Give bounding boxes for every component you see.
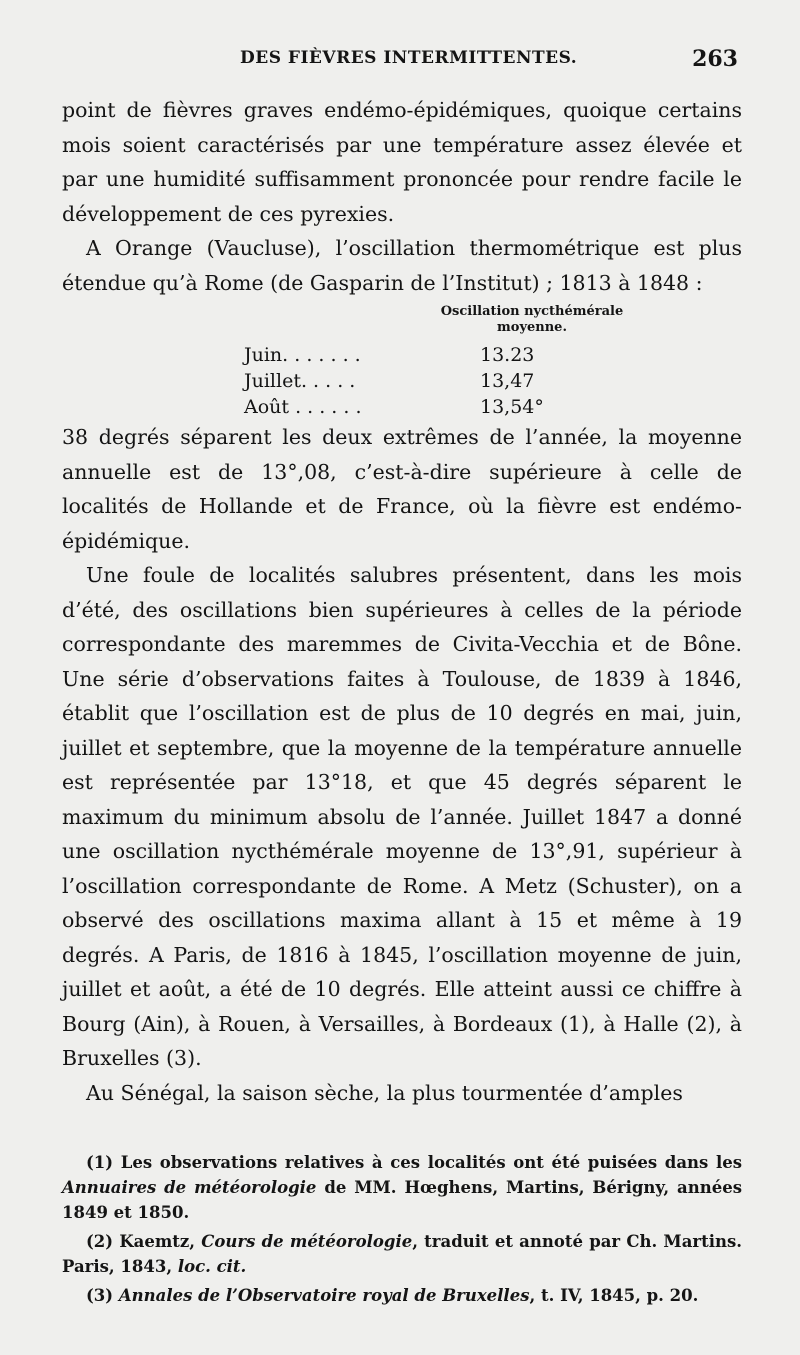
oscillation-table (62, 306, 742, 416)
running-title: DES FIÈVRES INTERMITTENTES. (240, 48, 578, 68)
footnote-1-title: Annuaires de météorologie (62, 1178, 317, 1197)
row-value: 13,47 (480, 370, 535, 392)
footnote-1 (62, 1150, 742, 1225)
page-number: 263 (692, 46, 738, 72)
row-value: 13.23 (480, 344, 535, 366)
footnote-2 (62, 1229, 742, 1279)
footnote-3-rest: , t. IV, 1845, p. 20. (529, 1286, 699, 1305)
table-row (244, 390, 584, 416)
paragraph-3: 38 degrés séparent les deux extrêmes de l’année, la moyenne annuelle est de 13°,08, c’est-à-dire supérieure à celle de localités de Hollande et de France, où la fièvre est endémo-épidémique. (62, 425, 742, 553)
footnote-3 (62, 1283, 742, 1308)
table-row (244, 364, 584, 390)
footnote-3-text: (3) (86, 1286, 119, 1305)
row-month: Août . . . . . . (244, 396, 362, 418)
paragraph-1: point de fièvres graves endémo-épidémiques, quoique certains mois soient caractérisés par une température assez élevée et par une humidité suffisamment prononcée pour rendre facile le développement de ces pyrexies. (62, 98, 742, 226)
paragraph-4: Une foule de localités salubres présentent, dans les mois d’été, des oscillations bien supérieures à celles de la période correspondante des maremmes de Civita-Vecchia et de Bône. Une série d’observations faites à Toulouse, de 1839 à 1846, établit que l’oscillation est de plus de 10 degrés en mai, juin, juillet et septembre, que la moyenne de la température annuelle est représentée par 13°18, et que 45 degrés séparent le maximum du minimum absolu de l’année. Juillet 1847 a donné une oscillation nycthémérale moyenne de 13°,91, supérieur à l’oscillation correspondante de Rome. A Metz (Schuster), on a observé des oscillations maxima allant à 15 et même à 19 degrés. A Paris, de 1816 à 1845, l’oscillation moyenne de juin, juillet et août, a été de 10 degrés. Elle atteint aussi ce chiffre à Bourg (Ain), à Rouen, à Versailles, à Bordeaux (1), à Halle (2), à Bruxelles (3). (62, 563, 742, 1070)
table-header: Oscillation nycthémérale moyenne. (440, 304, 624, 335)
footnote-1-text: (1) Les observations relatives à ces localités ont été puisées dans les (86, 1153, 742, 1172)
footnote-2-title: Cours de météorologie (201, 1232, 413, 1251)
footnotes (62, 1150, 742, 1312)
footnote-3-title: Annales de l’Observatoire royal de Bruxelles (118, 1286, 530, 1305)
row-value: 13,54° (480, 396, 544, 418)
paragraph-5: Au Sénégal, la saison sèche, la plus tourmentée d’amples (86, 1080, 683, 1105)
paragraph-2: A Orange (Vaucluse), l’oscillation thermométrique est plus étendue qu’à Rome (de Gasparin de l’Institut) ; 1813 à 1848 : (62, 236, 742, 295)
table-row (244, 338, 584, 364)
footnote-2-text: (2) Kaemtz, (86, 1232, 202, 1251)
footnote-2-rest: , traduit et annoté par Ch. Martins. Paris, 1843, (62, 1232, 742, 1276)
footnote-2-cit: loc. cit. (177, 1257, 247, 1276)
footnote-1-rest: de MM. Hœghens, Martins, Bérigny, années 1849 et 1850. (62, 1178, 742, 1222)
page-header (240, 46, 738, 76)
body-text (62, 93, 742, 1110)
row-month: Juin. . . . . . . (244, 344, 361, 366)
row-month: Juillet. . . . . (244, 370, 356, 392)
